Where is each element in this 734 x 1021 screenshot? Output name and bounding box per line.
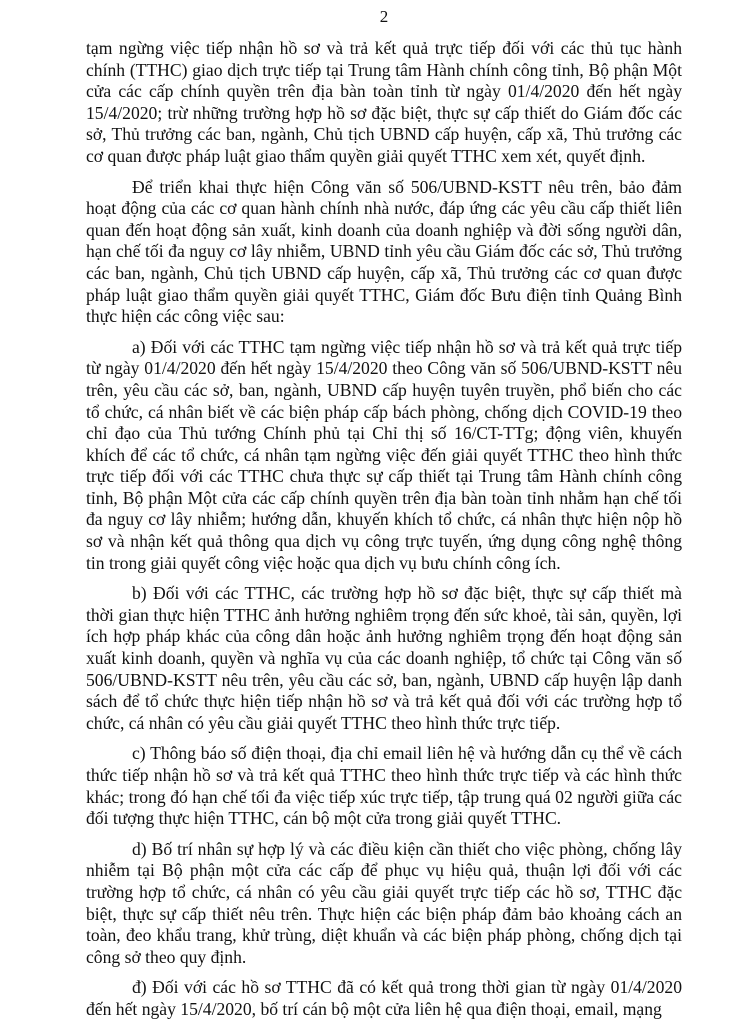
- paragraph-implementation: Để triển khai thực hiện Công văn số 506/UBND-KSTT nêu trên, bảo đảm hoạt động của các cơ quan hành chính nhà nước, đáp ứng các yêu cầu cấp thiết liên quan đến hoạt động sản xuất, kinh doanh của doanh nghiệp và đời sống người dân, hạn chế tối đa nguy cơ lây nhiễm, UBND tỉnh yêu cầu Giám đốc các sở, Thủ trưởng các ban, ngành, Chủ tịch UBND cấp huyện, cấp xã, Thủ trưởng các cơ quan được pháp luật giao thẩm quyền giải quyết TTHC, Giám đốc Bưu điện tỉnh Quảng Bình thực hiện các công việc sau:: [86, 176, 682, 327]
- page-number: 2: [379, 7, 389, 26]
- paragraph-item-a: a) Đối với các TTHC tạm ngừng việc tiếp nhận hồ sơ và trả kết quả trực tiếp từ ngày 01/4/2020 đến hết ngày 15/4/2020 theo Công văn số 506/UBND-KSTT nêu trên, yêu cầu các sở, ban, ngành, UBND cấp huyện tuyên truyền, phổ biến cho các tổ chức, cá nhân biết về các biện pháp cấp bách phòng, chống dịch COVID-19 theo chỉ đạo của Thủ tướng Chính phủ tại Chỉ thị số 16/CT-TTg; động viên, khuyến khích để các tổ chức, cá nhân tạm ngừng việc đến giải quyết TTHC theo hình thức trực tiếp đối với các TTHC chưa thực sự cấp thiết tại Trung tâm Hành chính công tỉnh, Bộ phận Một cửa các cấp chính quyền trên địa bàn toàn tỉnh nhằm hạn chế tối đa nguy cơ lây nhiễm; hướng dẫn, khuyến khích tổ chức, cá nhân thực hiện nộp hồ sơ và nhận kết quả thông qua dịch vụ công trực tuyến, ứng dụng công nghệ thông tin trong giải quyết công việc hoặc qua dịch vụ bưu chính công ích.: [86, 336, 682, 573]
- paragraph-continuation: tạm ngừng việc tiếp nhận hồ sơ và trả kết quả trực tiếp đối với các thủ tục hành chính (TTHC) giao dịch trực tiếp tại Trung tâm Hành chính công tỉnh, Bộ phận Một cửa các cấp chính quyền trên địa bàn toàn tỉnh từ ngày 01/4/2020 đến hết ngày 15/4/2020; trừ những trường hợp hồ sơ đặc biệt, thực sự cấp thiết do Giám đốc các sở, Thủ trưởng các ban, ngành, Chủ tịch UBND cấp huyện, cấp xã, Thủ trưởng các cơ quan được pháp luật giao thẩm quyền giải quyết TTHC xem xét, quyết định.: [86, 38, 682, 166]
- paragraph-item-b: b) Đối với các TTHC, các trường hợp hồ sơ đặc biệt, thực sự cấp thiết mà thời gian thực hiện TTHC ảnh hưởng nghiêm trọng đến sức khoẻ, tài sản, quyền, lợi ích hợp pháp khác của công dân hoặc ảnh hưởng nghiêm trọng đến hoạt động sản xuất kinh doanh, quyền và nghĩa vụ của các doanh nghiệp, tổ chức tại Công văn số 506/UBND-KSTT nêu trên, yêu cầu các sở, ban, ngành, UBND cấp huyện lập danh sách để tổ chức thực hiện tiếp nhận hồ sơ và trả kết quả đối với các trường hợp tổ chức, cá nhân có yêu cầu giải quyết TTHC theo hình thức trực tiếp.: [86, 583, 682, 733]
- paragraph-item-c: c) Thông báo số điện thoại, địa chỉ email liên hệ và hướng dẫn cụ thể về cách thức tiếp nhận hồ sơ và trả kết quả TTHC theo hình thức trực tiếp và các hình thức khác; trong đó hạn chế tối đa việc tiếp xúc trực tiếp, tập trung quá 02 người giữa các đối tượng thực hiện TTHC, cán bộ một cửa trong giải quyết TTHC.: [86, 743, 682, 829]
- paragraph-item-d: d) Bố trí nhân sự hợp lý và các điều kiện cần thiết cho việc phòng, chống lây nhiễm tại Bộ phận một cửa các cấp để phục vụ hiệu quả, thuận lợi đối với các trường hợp tổ chức, cá nhân có yêu cầu giải quyết trực tiếp các hồ sơ, TTHC đặc biệt, thực sự cấp thiết nêu trên. Thực hiện các biện pháp đảm bảo khoảng cách an toàn, đeo khẩu trang, khử trùng, diệt khuẩn và các biện pháp phòng, chống dịch tại công sở theo quy định.: [86, 838, 682, 967]
- paragraph-item-dd: đ) Đối với các hồ sơ TTHC đã có kết quả trong thời gian từ ngày 01/4/2020 đến hết ngày 15/4/2020, bố trí cán bộ một cửa liên hệ qua điện thoại, email, mạng: [86, 977, 682, 1019]
